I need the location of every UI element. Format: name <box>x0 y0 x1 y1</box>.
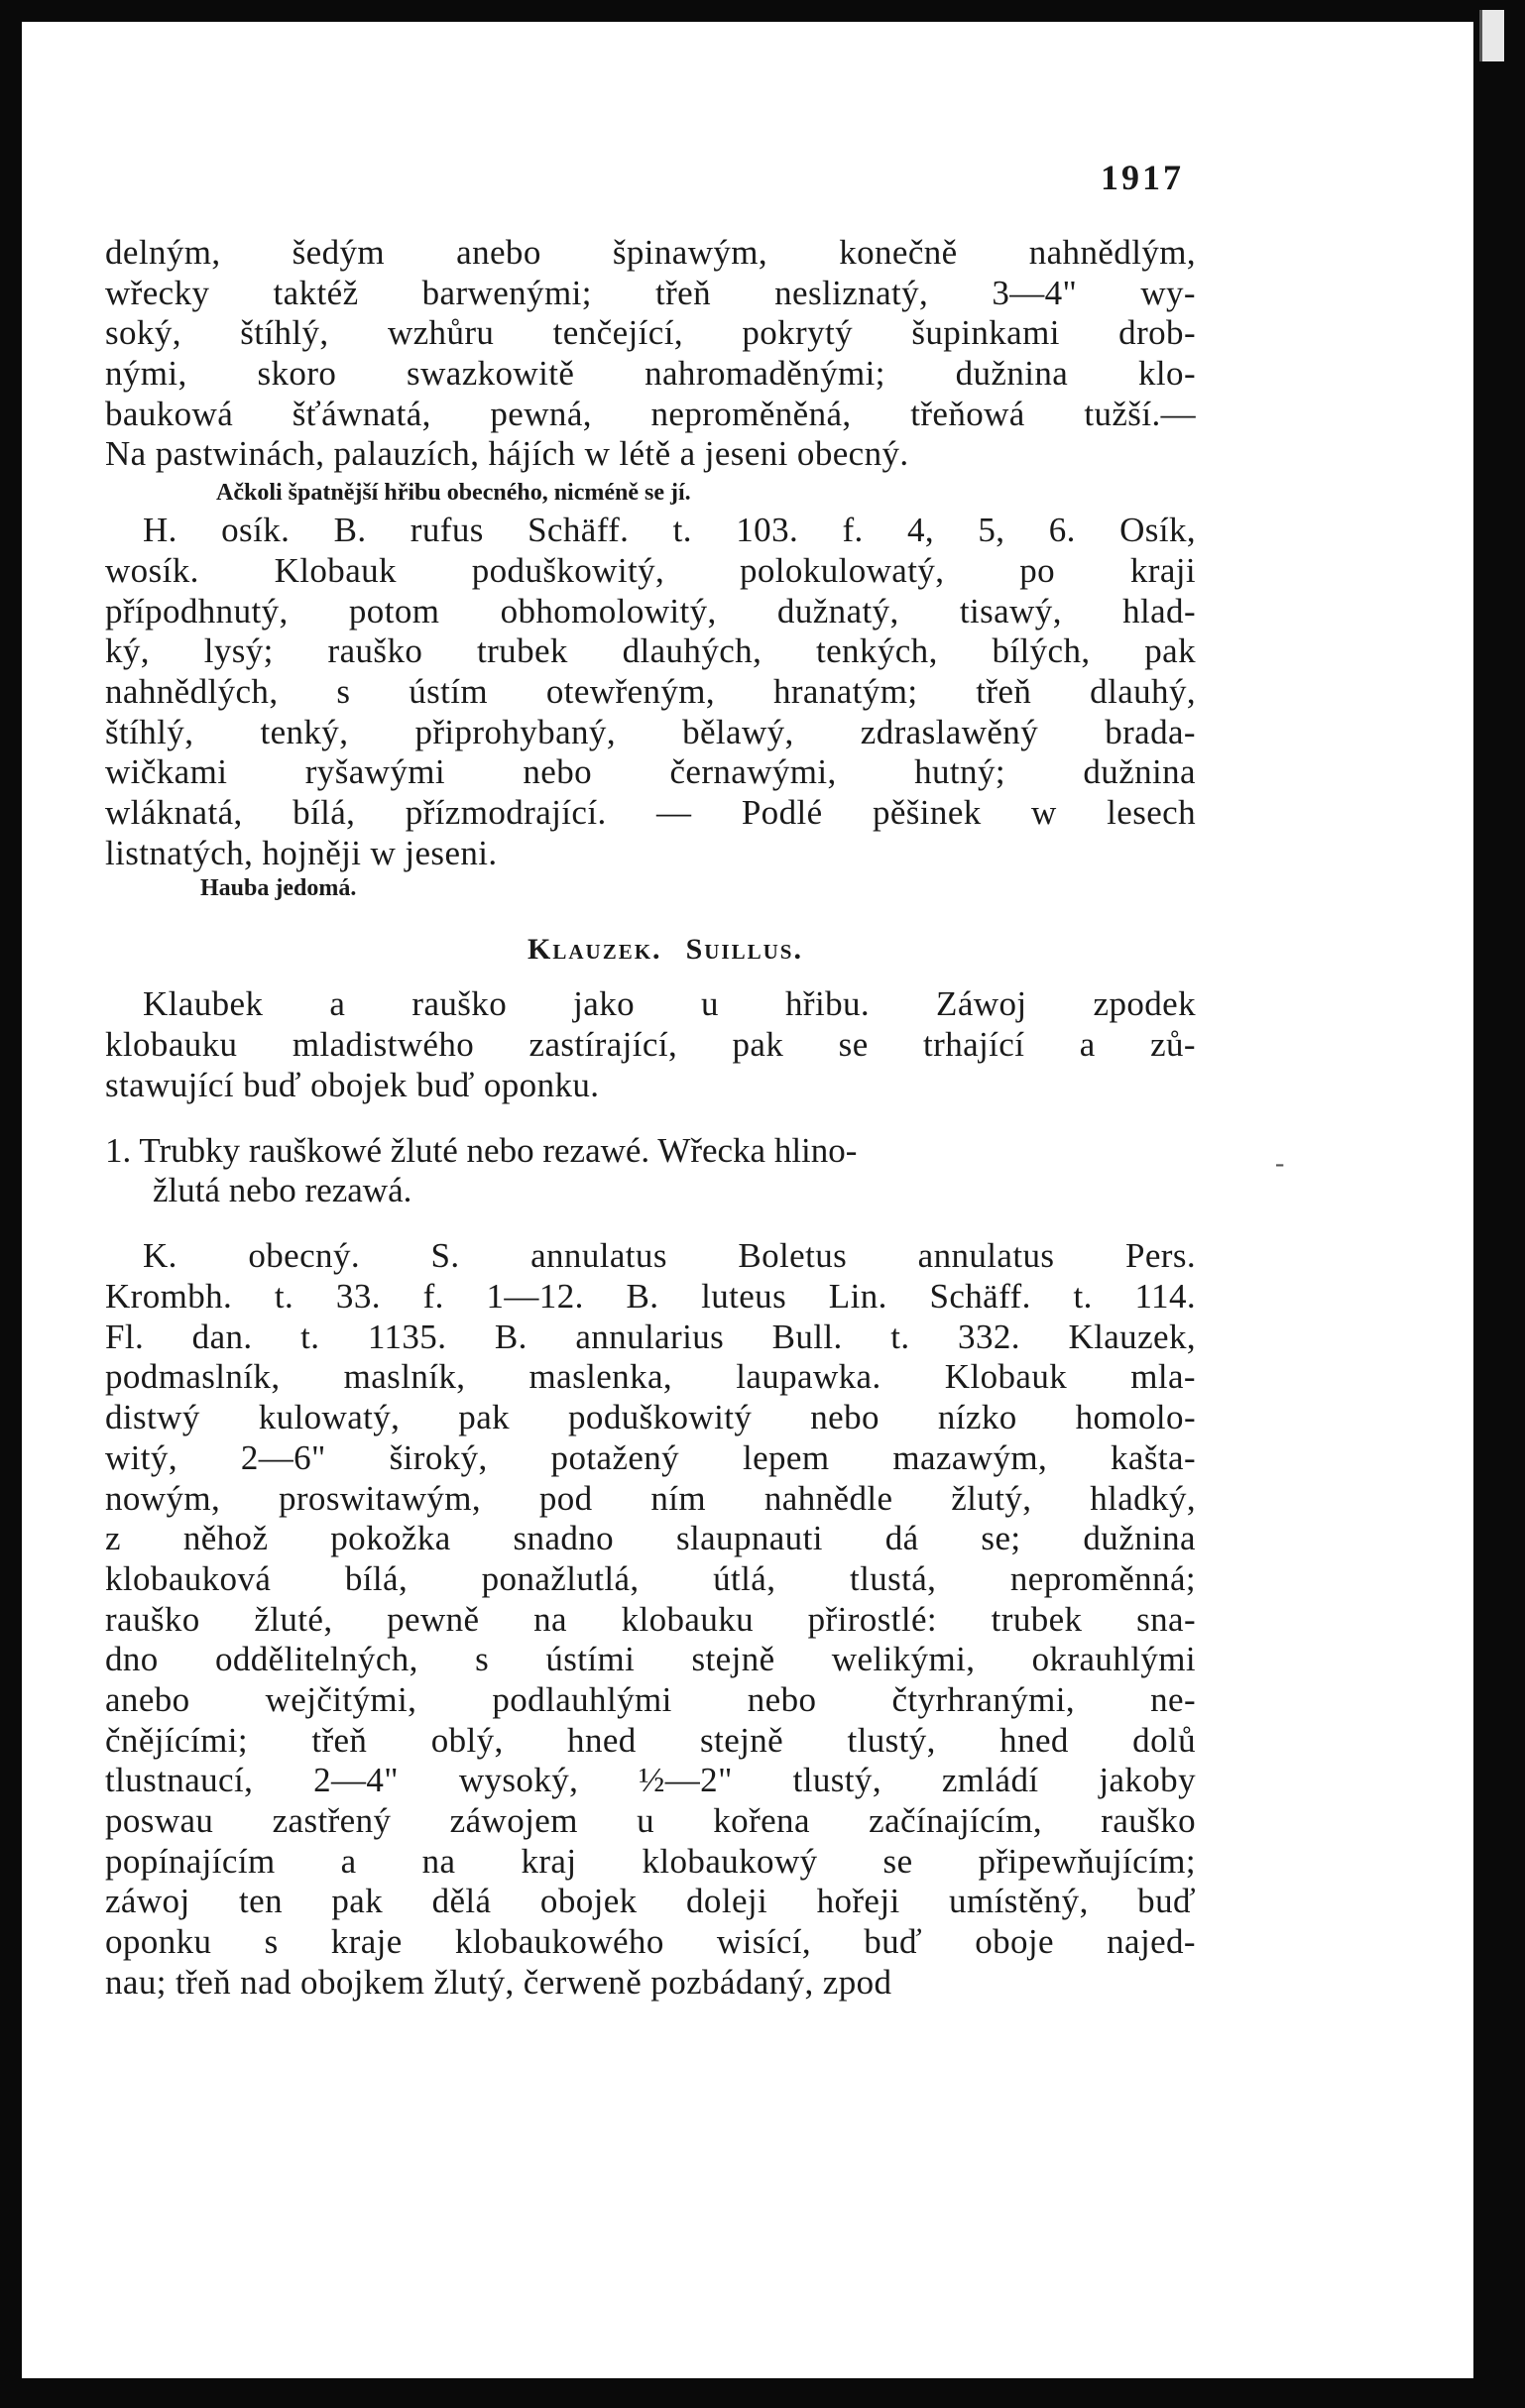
heading-czech: Klauzek. <box>528 933 662 967</box>
text-line: wřecky taktéž barwenými; třeň nesliznatý, 3—4" wy- <box>105 273 1196 312</box>
text-line: poswau zastřený záwojem u kořena začínajícím, rauško <box>105 1801 1196 1840</box>
note-2: Hauba jedomá. <box>200 875 357 902</box>
text-line: delným, šedým anebo špinawým, konečně nahnědlým, <box>105 233 1196 272</box>
heading-latin: Suillus. <box>685 933 803 967</box>
text-line: nými, skoro swazkowitě nahromaděnými; dužnina klo- <box>105 354 1196 394</box>
text-line: stawující buď obojek buď oponku. <box>105 1065 600 1104</box>
text-line: K. obecný. S. annulatus Boletus annulatus Pers. <box>143 1236 1196 1276</box>
text-line: nahnědlých, s ústím otewřeným, hranatým; třeň dlauhý, <box>105 671 1196 711</box>
text-line: distwý kulowatý, pak poduškowitý nebo nízko homolo- <box>105 1398 1196 1437</box>
text-line: wičkami ryšawými nebo černawými, hutný; dužnina <box>105 752 1196 792</box>
paragraph-4 <box>105 1236 1196 2003</box>
text-line: Krombh. t. 33. f. 1—12. B. luteus Lin. Schäff. t. 114. <box>105 1277 1196 1317</box>
text-line: H. osík. B. rufus Schäff. t. 103. f. 4, 5, 6. Osík, <box>143 511 1196 550</box>
note-1: Ačkoli špatnější hřibu obecného, nicméně se jí. <box>216 480 691 507</box>
text-line: soký, štíhlý, wzhůru tenčející, pokrytý šupinkami drob- <box>105 313 1196 353</box>
text-line: klobauku mladistwého zastírající, pak se trhající a zů- <box>105 1025 1196 1064</box>
page-number: 1917 <box>1101 158 1184 197</box>
text-line: baukowá šťáwnatá, pewná, neproměněná, třeňowá tužší.— <box>105 394 1196 433</box>
text-column <box>105 233 1196 2003</box>
text-line: z něhož pokožka snadno slaupnauti dá se; dužnina <box>105 1519 1196 1558</box>
text-line: Klaubek a rauško jako u hřibu. Záwoj zpodek <box>143 984 1196 1024</box>
text-line: ký, lysý; rauško trubek dlauhých, tenkých, bílých, pak <box>105 631 1196 671</box>
text-line: Fl. dan. t. 1135. B. annularius Bull. t. 332. Klauzek, <box>105 1317 1196 1356</box>
text-line: dno oddělitelných, s ústími stejně welikými, okrauhlými <box>105 1640 1196 1679</box>
text-line: tlustnaucí, 2—4" wysoký, ½—2" tlustý, zmládí jakoby <box>105 1761 1196 1800</box>
paragraph-3 <box>105 984 1196 1105</box>
text-line: nowým, proswitawým, pod ním nahnědle žlutý, hladký, <box>105 1478 1196 1518</box>
subhead-line-2: žlutá nebo rezawá. <box>153 1171 412 1210</box>
text-line: nau; třeň nad obojkem žlutý, čerweně pozbádaný, zpod <box>105 1962 892 2002</box>
text-line: záwoj ten pak dělá obojek doleji hořeji umístěný, buď <box>105 1882 1196 1921</box>
text-line: čnějícími; třeň oblý, hned stejně tlustý, hned dolů <box>105 1720 1196 1760</box>
text-line: popínajícím a na kraj klobaukowý se připewňujícím; <box>105 1841 1196 1881</box>
paragraph-2 <box>105 511 1196 873</box>
text-line: Na pastwinách, palauzích, hájích w létě a jeseni obecný. <box>105 434 909 474</box>
subhead-line-1: 1. Trubky rauškowé žluté nebo rezawé. Wřecka hlino- <box>105 1131 858 1171</box>
text-line: podmaslník, maslník, maslenka, laupawka. Klobauk mla- <box>105 1357 1196 1397</box>
section-heading <box>105 931 1196 969</box>
text-line: anebo wejčitými, podlauhlými nebo čtyrhranými, ne- <box>105 1679 1196 1719</box>
text-line: wosík. Klobauk poduškowitý, polokulowatý, po kraji <box>105 550 1196 590</box>
text-line: oponku s kraje klobaukowého wisící, buď oboje najed- <box>105 1922 1196 1962</box>
text-line: přípodhnutý, potom obhomolowitý, dužnatý, tisawý, hlad- <box>105 591 1196 631</box>
text-line: wláknatá, bílá, přízmodrající. — Podlé pěšinek w lesech <box>105 792 1196 832</box>
text-line: listnatých, hojněji w jeseni. <box>105 833 498 872</box>
stray-mark: - <box>1275 1148 1285 1179</box>
text-line: witý, 2—6" široký, potažený lepem mazawým, kašta- <box>105 1437 1196 1477</box>
text-line: štíhlý, tenký, připrohybaný, bělawý, zdraslawěný brada- <box>105 712 1196 751</box>
paragraph-1 <box>105 233 1196 475</box>
scan-corner-mark <box>1479 10 1504 61</box>
text-line: rauško žluté, pewně na klobauku přirostlé: trubek sna- <box>105 1599 1196 1639</box>
text-line: klobauková bílá, ponažlutlá, útlá, tlustá, neproměnná; <box>105 1558 1196 1598</box>
